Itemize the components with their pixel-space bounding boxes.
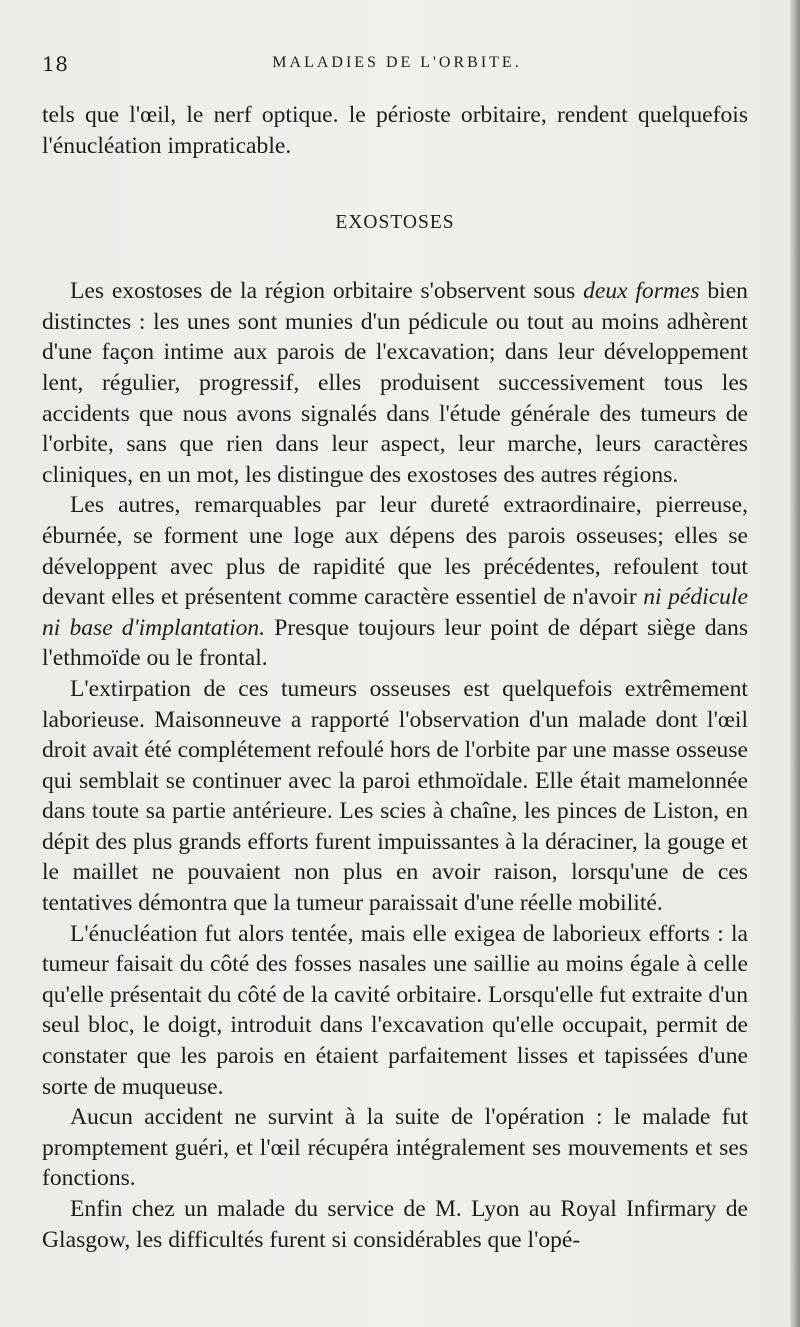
paragraph-2-emphasis: ni pédicule ni base d'implantation. xyxy=(42,584,749,641)
paragraph-5: Aucun accident ne survint à la suite de l'opération : le malade fut promptement guéri, et l'œil récupéra intégralement ses mouvements et ses fonctions. xyxy=(42,1104,748,1192)
paragraph-6: Enfin chez un malade du service de M. Lyon au Royal Infirmary de Glasgow, les difficultés furent si considérables que l'opé- xyxy=(42,1196,748,1253)
running-head: MALADIES DE L'ORBITE. xyxy=(272,54,522,71)
section-title: EXOSTOSES xyxy=(335,212,455,234)
intro-paragraph: tels que l'œil, le nerf optique. le périoste orbitaire, rendent quelquefois l'énucléation impraticable. xyxy=(42,102,748,159)
page-edge-shadow xyxy=(790,0,800,1327)
paragraph-2-text-a: Les autres, remarquables par leur dureté extraordinaire, pierreuse, éburnée, se forment une loge aux dépens des parois osseuses; elles se développent avec plus de rapidité que les précédentes, refoulent tout devant elles et présentent comme caractère essentiel de n'avoir xyxy=(42,492,748,611)
page-header xyxy=(42,52,752,82)
page-number: 18 xyxy=(42,52,69,76)
paragraph-1-emphasis: deux formes xyxy=(583,278,700,305)
paragraph-3: L'extirpation de ces tumeurs osseuses est quelquefois extrêmement laborieuse. Maisonneuve a rapporté l'observation d'un malade dont l'œil droit avait été complétement refoulé hors de l'orbite par une masse osseuse qui semblait se continuer avec la paroi ethmoïdale. Elle était mamelonnée dans toute sa partie antérieure. Les scies à chaîne, les pinces de Liston, en dépit des plus grands efforts furent impuissantes à la déraciner, la gouge et le maillet ne pouvaient non plus en avoir raison, lorsqu'une de ces tentatives démontra que la tumeur paraissait d'une réelle mobilité. xyxy=(42,675,748,917)
paragraph-1 xyxy=(42,276,748,490)
paragraph-2 xyxy=(42,490,748,674)
body-text xyxy=(42,100,748,1255)
paragraph-1-text-a: Les exostoses de la région orbitaire s'observent sous xyxy=(70,278,584,305)
paragraph-4: L'énucléation fut alors tentée, mais elle exigea de laborieux efforts : la tumeur faisait du côté des fosses nasales une saillie au moins égale à celle qu'elle présentait du côté de la cavité orbitaire. Lorsqu'elle fut extraite d'un seul bloc, le doigt, introduit dans l'excavation qu'elle occupait, permit de constater que les parois en étaient parfaitement lisses et tapissées d'une sorte de muqueuse. xyxy=(42,920,748,1100)
paragraph-1-text-c: bien distinctes : les unes sont munies d'un pédicule ou tout au moins adhèrent d'une façon intime aux parois de l'excavation; dans leur développement lent, régulier, progressif, elles produisent successivement tous les accidents que nous avons signalés dans l'étude générale des tumeurs de l'orbite, sans que rien dans leur aspect, leur marche, leurs caractères cliniques, en un mot, les distingue des exostoses des autres régions. xyxy=(42,278,748,488)
paragraph-2-text-c: Presque toujours leur point de départ siège dans l'ethmoïde ou le frontal. xyxy=(42,614,748,672)
